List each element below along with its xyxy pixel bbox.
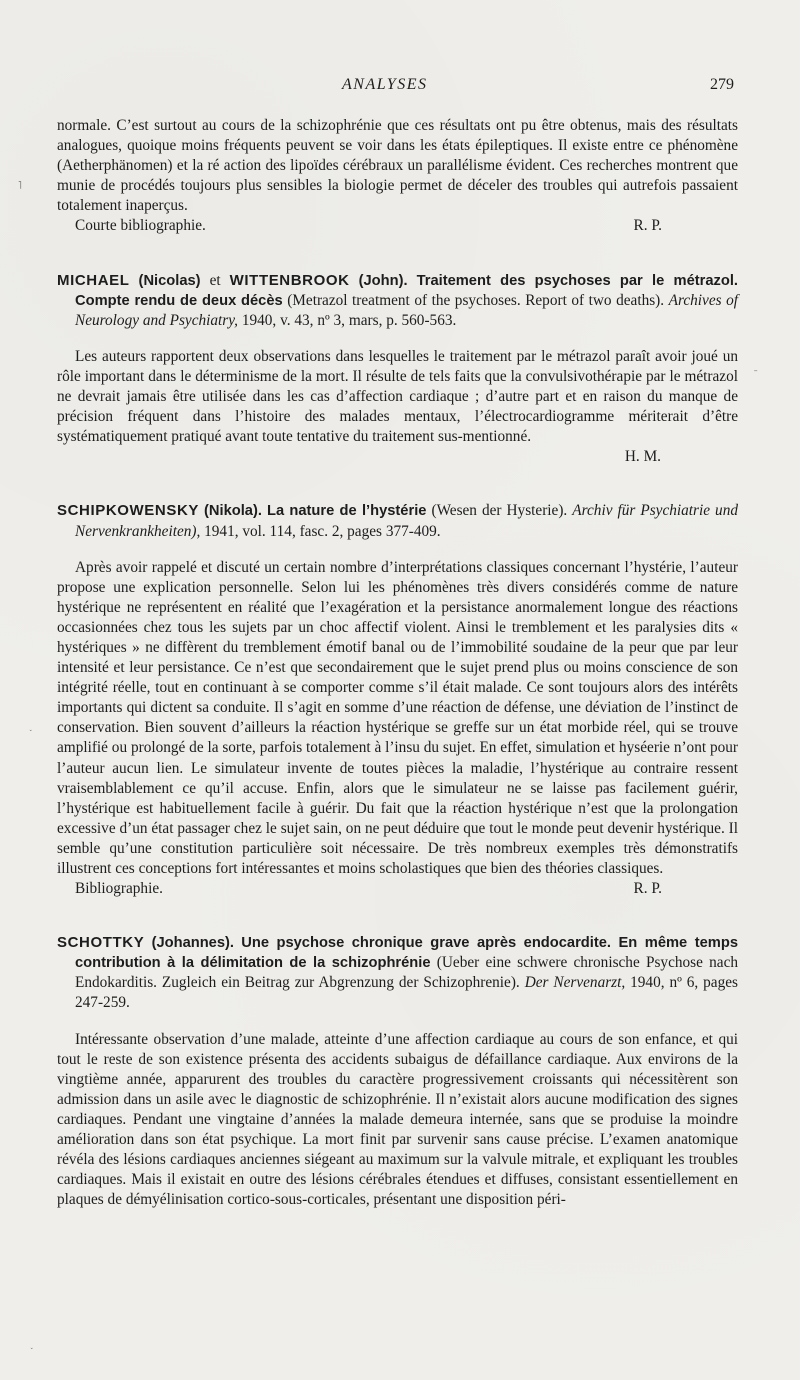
- coauthor-given-name: (John).: [358, 272, 408, 289]
- intro-signature: [57, 216, 738, 236]
- journal-title: Archives of Neurology and Psychiatry,: [75, 291, 738, 329]
- entry-summary: Intéressante observation d’une malade, atteinte d’une affection cardiaque au cours de son enfance, et qui tout le reste de son existence présenta des accidents subaigus de défaillance cardiaque. Aux environs de la vingtième année, apparurent des troubles du caractère progressivement croissants qui nécessitèrent son admission dans un asile avec le diagnostic de schizophrénie. Il n’existait alors aucune modification des signes cardiaques. Pendant une vingtaine d’années la malade demeura internée, sans que se produise la moindre amélioration dans son état psychique. La mort finit par survenir sans cause précise. L’examen anatomique révéla des lésions cardiaques anciennes siégeant au maximum sur la valvule mitrale, et expliquant les troubles cardiaques. Mais il existait en outre des lésions cérébrales étendues et diffuses, consistant essentiellement en plaques de démyélinisation cortico-sous-corticales, présentant une disposition péri-: [57, 1030, 738, 1209]
- scan-mark: ˥: [18, 181, 22, 192]
- author-name: SCHOTTKY: [57, 934, 145, 952]
- coauthor-name: WITTENBROOK: [229, 271, 350, 289]
- citation-details: 1940, v. 43, nº 3, mars, p. 560-563.: [241, 311, 457, 329]
- article-title: Traitement des psychoses par le métrazol. Compte rendu de deux décès: [75, 272, 738, 309]
- author-given-name: (Nikola).: [204, 503, 262, 520]
- scan-mark: ˯: [30, 1339, 34, 1350]
- journal-title: Archiv für Psychiatrie und Nervenkrankheiten),: [75, 502, 738, 540]
- page-number: 279: [710, 76, 734, 93]
- entry-initials: H. M.: [624, 448, 661, 466]
- article-title: La nature de l’hystérie: [266, 503, 427, 520]
- journal-title: Der Nervenarzt,: [524, 974, 626, 992]
- scan-mark: ˗: [754, 365, 758, 376]
- review-entry-schipkowensky: [57, 501, 738, 899]
- article-source: (Ueber eine schwere chronische Psychose nach Endokarditis. Zugleich ein Beitrag zur Abgrenzung der Schizophrenie).: [75, 954, 739, 992]
- article-column: [57, 116, 738, 1210]
- author-name: MICHAEL: [57, 271, 130, 289]
- author-connector: et: [209, 271, 221, 289]
- citation-details: 1940, nº 6, pages 247-259.: [75, 974, 738, 1012]
- page-header: [57, 76, 738, 100]
- entry-summary: Après avoir rappelé et discuté un certain nombre d’interprétations classiques concernant l’hystérie, l’auteur propose une explication personnelle. Selon lui les phénomènes très divers considérés comme de nature hystérique ne représentent en réalité que l’exagération et la persistance anormalement longue des réactions occasionnées chez tous les sujets par un choc affectif violent. Ainsi le tremblement et les paralysies dits « hystériques » ne diffèrent du tremblement émotif banal ou de l’immobilité soudaine de la peur que par leur intensité et leur persistance. Ce n’est que secondairement que le sujet prend plus ou moins conscience de son intégrité réelle, tout en continuant à se comporter comme s’il était malade. Ce sont toujours alors des intérêts importants qui dictent sa conduite. Il s’agit en somme d’une réaction de défense, une déviation de l’instinct de conservation. Bien souvent d’ailleurs la réaction hystérique se greffe sur un état morbide réel, qui se trouve amplifié ou prolongé de la sorte, parfois totalement à l’insu du sujet. En effet, simulation et hyséerie n’ont pour l’auteur aucun lien. Le simulateur invente de toutes pièces la maladie, l’hystérique au contraire ressent vraisemblablement ce qu’il accuse. Enfin, alors que le simulateur ne se laisse pas facilement guérir, l’hystérique est habituellement facile à guérir. Du fait que la réaction hystérique n’est que la prolongation excessive d’un état passager chez le sujet sain, on ne peut déduire que tout le monde peut devenir hystérique. Il semble qu’une constitution particulière soit nécessaire. De très nombreux exemples très démonstratifs illustrent ces conceptions fort intéressantes et moins scholastiques que bien des théories classiques.: [57, 558, 738, 877]
- author-given-name: (Johannes).: [151, 935, 234, 952]
- entry-summary: Les auteurs rapportent deux observations dans lesquelles le traitement par le métrazol paraît avoir joué un rôle important dans le déterminisme de la mort. Il résulte de tels faits que la convulsivothérapie par le métrazol ne devrait jamais être utilisée dans les cas d’affection cardiaque ; d’autre part et en raison du manque de précision fréquent dans l’histoire des malades mentaux, l’électrocardiogramme mériterait d’être systématiquement pratiqué avant toute tentative du traitement sus-mentionné.: [57, 347, 738, 446]
- running-head: ANALYSES: [342, 76, 428, 93]
- entry-heading: [57, 501, 738, 541]
- intro-paragraph: normale. C’est surtout au cours de la schizophrénie que ces résultats ont pu être obtenus, mais des résultats analogues, quoique moins fréquents peuvent se voir dans les états épileptiques. Il existe entre ce phénomène (Aetherphänomen) et la ré action des lipoïdes cérébraux un parallélisme évident. Ces recherches montrent que munie de procédés toujours plus sensibles la biologie permet de déceler des troubles qui autrefois passaient totalement inaperçus.: [57, 117, 738, 215]
- intro-bibliography-note: Courte bibliographie.: [75, 217, 206, 235]
- scan-mark: ˯: [29, 721, 33, 732]
- entry-bibliography-note: Bibliographie.: [75, 880, 163, 898]
- entry-initials: R. P.: [633, 880, 662, 898]
- entry-signature: [57, 879, 738, 899]
- article-title: Une psychose chronique grave après endocardite. En même temps contribution à la délimitation de la schizophrénie: [75, 935, 738, 972]
- review-entry-michael: [57, 271, 738, 468]
- article-source: (Wesen der Hysterie).: [431, 502, 568, 520]
- entry-heading: [57, 271, 738, 331]
- article-source: (Metrazol treatment of the psychoses. Report of two deaths).: [287, 291, 665, 309]
- entry-heading: [57, 933, 738, 1013]
- author-given-name: (Nicolas): [138, 272, 201, 289]
- intro-initials: R. P.: [633, 217, 662, 235]
- review-entry-schottky: [57, 933, 738, 1210]
- author-name: SCHIPKOWENSKY: [57, 502, 199, 520]
- citation-details: 1941, vol. 114, fasc. 2, pages 377-409.: [204, 522, 441, 540]
